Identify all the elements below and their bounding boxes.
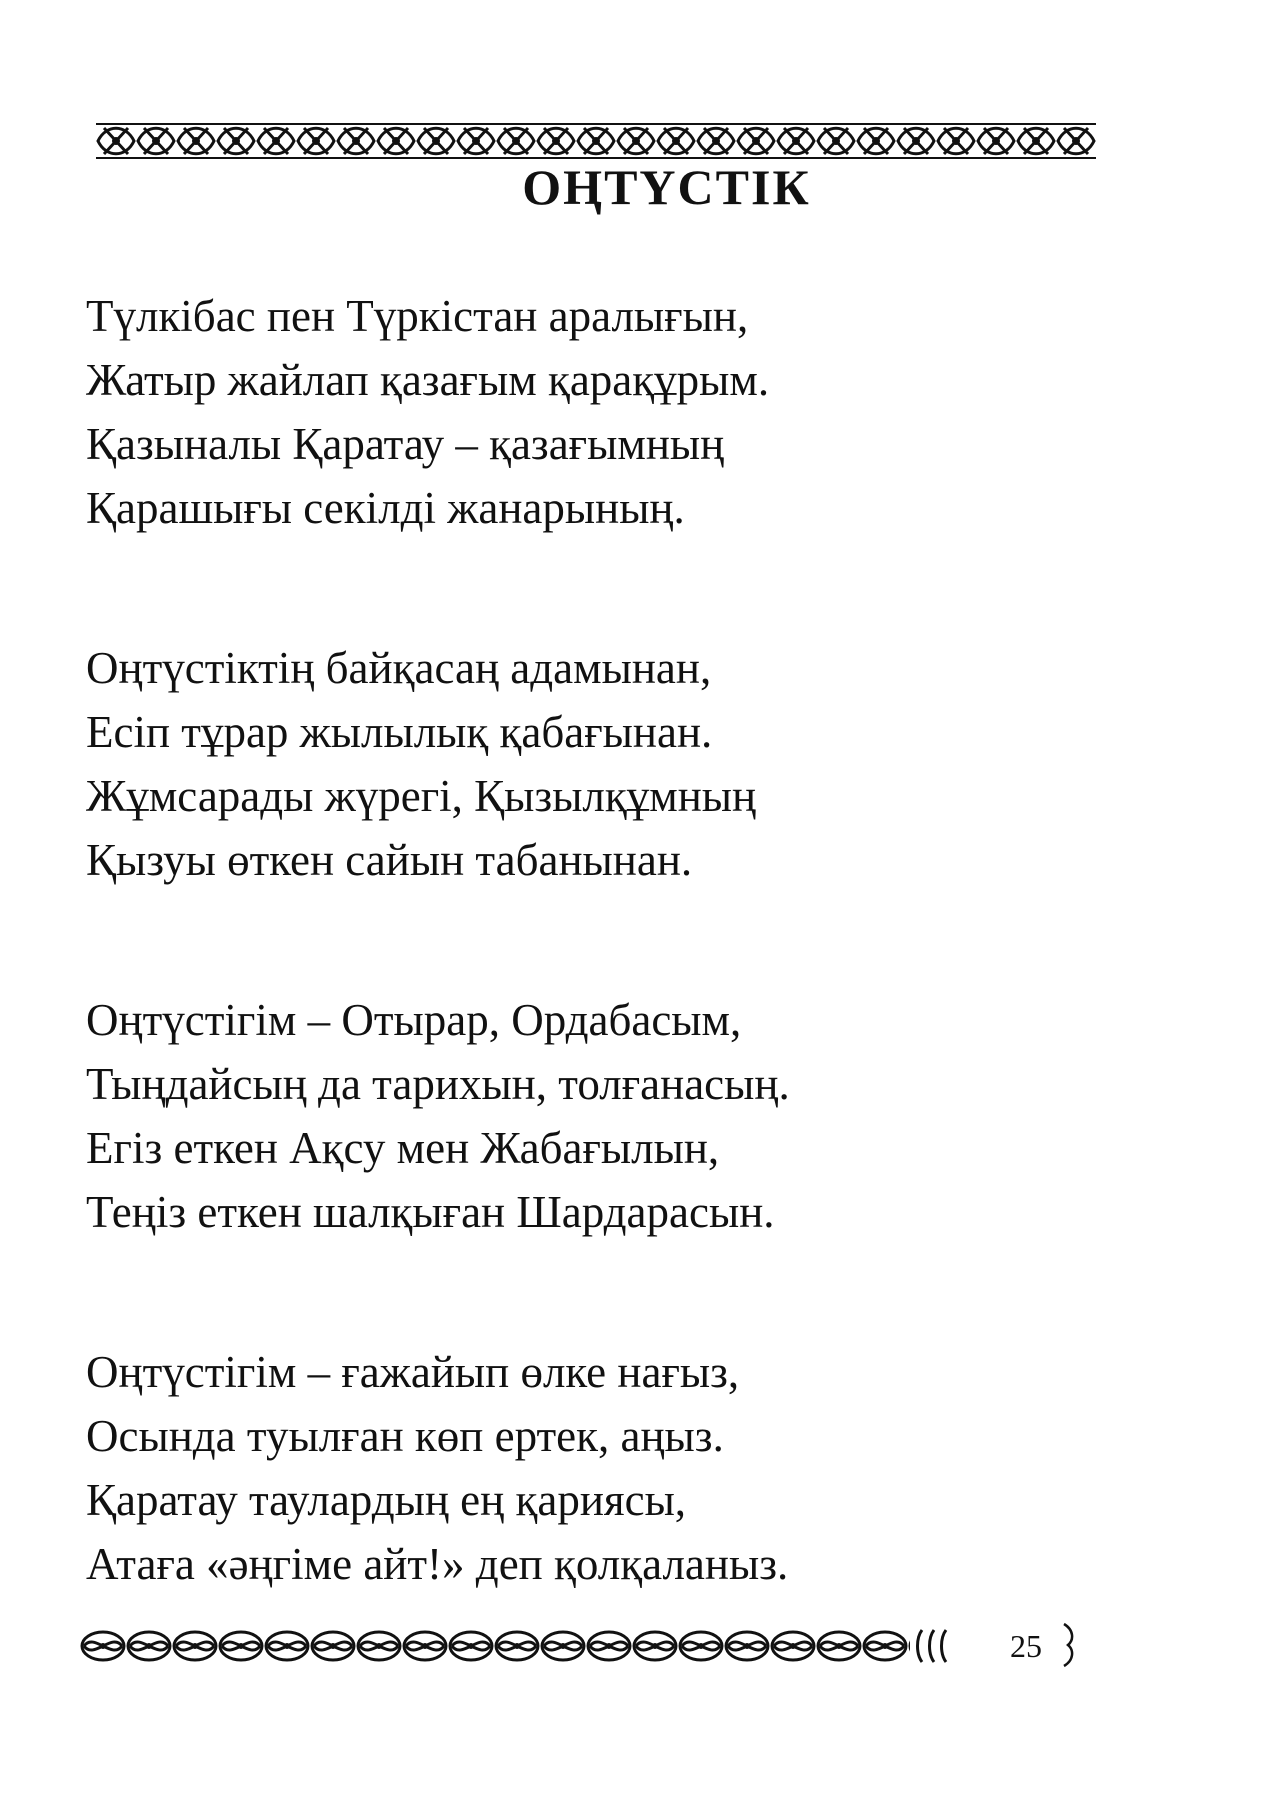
poem-line: Атаға «әңгіме айт!» деп қолқаланыз.	[86, 1539, 789, 1589]
poem-line: Оңтүстігім – ғажайып өлке нағыз,	[86, 1347, 740, 1397]
poem-body	[86, 284, 1086, 1692]
poem-line: Осында туылған көп ертек, аңыз.	[86, 1411, 724, 1461]
poem-line: Теңіз еткен шалқыған Шардарасын.	[86, 1187, 775, 1237]
poem-line: Қаратау таулардың ең қариясы,	[86, 1475, 687, 1525]
stanza-4	[86, 1340, 1086, 1596]
poem-line: Жұмсарады жүрегі, Қызылқұмның	[86, 771, 757, 821]
poem-line: Түлкібас пен Түркістан аралығын,	[86, 291, 749, 341]
poem-line: Тыңдайсың да тарихын, толғанасың.	[86, 1059, 790, 1109]
poem-line: Жатыр жайлап қазағым қарақұрым.	[86, 355, 770, 405]
top-ornament	[96, 120, 1096, 162]
poem-line: Есіп тұрар жылылық қабағынан.	[86, 707, 713, 757]
page-bracket-icon	[1060, 1620, 1082, 1670]
poem-title: ОҢТҮСТІК	[522, 159, 811, 215]
stanza-1	[86, 284, 1086, 540]
poem-line: Қазыналы Қаратау – қазағымның	[86, 419, 725, 469]
poem-line: Қызуы өткен сайын табанынан.	[86, 835, 693, 885]
poem-line: Қарашығы секілді жанарының.	[86, 483, 685, 533]
stanza-2	[86, 636, 1086, 892]
poem-line: Оңтүстігім – Отырар, Ордабасым,	[86, 995, 742, 1045]
stanza-3	[86, 988, 1086, 1244]
poem-line: Егіз еткен Ақсу мен Жабағылын,	[86, 1123, 720, 1173]
bottom-ornament	[80, 1626, 950, 1666]
poem-line: Оңтүстіктің байқасаң адамынан,	[86, 643, 712, 693]
page-number: 25	[1010, 1628, 1042, 1664]
